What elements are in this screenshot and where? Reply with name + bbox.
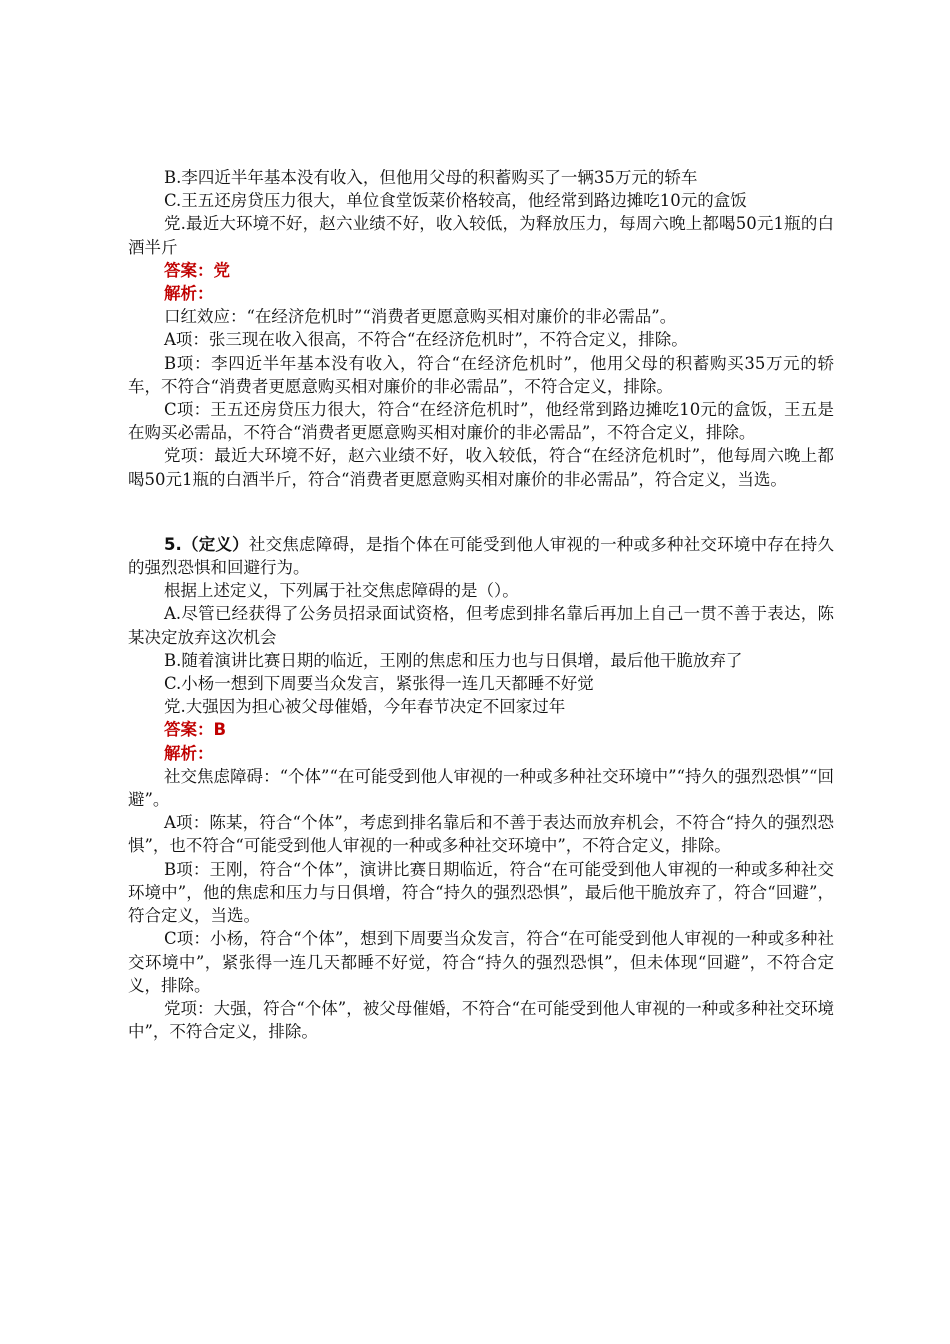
q5-number: 5.（定义） <box>164 534 249 554</box>
q4-analysis-a: A项：张三现在收入很高，不符合“在经济危机时”，不符合定义，排除。 <box>164 330 688 350</box>
q4-analysis-d: 党项：最近大环境不好，赵六业绩不好，收入较低，符合“在经济危机时”，他每周六晚上都喝50元1瓶的白酒半斤，符合“消费者更愿意购买相对廉价的非必需品”，符合定义，当选。 <box>128 446 834 489</box>
q5-analysis-d: 党项：大强，符合“个体”，被父母催婚，不符合“在可能受到他人审视的一种或多种社交环境中”，不符合定义，排除。 <box>128 998 834 1042</box>
q4-option-d: 党.最近大环境不好，赵六业绩不好，收入较低，为释放压力，每周六晚上都喝50元1瓶的白酒半斤 <box>128 214 834 257</box>
q4-analysis-c: C项：王五还房贷压力很大，符合“在经济危机时”，他经常到路边摊吃10元的盒饭，王五是在购买必需品，不符合“消费者更愿意购买相对廉价的非必需品”，不符合定义，排除。 <box>128 400 834 443</box>
q5-option-d: 党.大强因为担心被父母催婚，今年春节决定不回家过年 <box>164 697 566 717</box>
q4-option-c: C.王五还房贷压力很大，单位食堂饭菜价格较高，他经常到路边摊吃10元的盒饭 <box>164 191 747 211</box>
q4-option-b: B.李四近半年基本没有收入，但他用父母的积蓄购买了一辆35万元的轿车 <box>164 168 698 187</box>
q5-option-a: A.尽管已经获得了公务员招录面试资格，但考虑到排名靠后再加上自己一贯不善于表达，陈某决定放弃这次机会 <box>128 604 834 647</box>
q4-analysis-summary: 口红效应：“在经济危机时”“消费者更愿意购买相对廉价的非必需品”。 <box>164 307 677 327</box>
section-gap <box>128 491 834 533</box>
q5-analysis-summary: 社交焦虑障碍：“个体”“在可能受到他人审视的一种或多种社交环境中”“持久的强烈恐惧”“回避”。 <box>128 766 834 810</box>
q5-stem: 社交焦虑障碍，是指个体在可能受到他人审视的一种或多种社交环境中存在持久的强烈恐惧和回避行为。 <box>128 534 835 578</box>
q5-analysis-a: A项：陈某，符合“个体”，考虑到排名靠后和不善于表达而放弃机会，不符合“持久的强烈恐惧”，也不符合“可能受到他人审视的一种或多种社交环境中”，不符合定义，排除。 <box>128 813 834 856</box>
q4-analysis-label: 解析： <box>164 284 214 304</box>
q5-analysis-b: B项：王刚，符合“个体”，演讲比赛日期临近，符合“在可能受到他人审视的一种或多种社交环境中”，他的焦虑和压力与日俱增，符合“持久的强烈恐惧”，最后他干脆放弃了，符合“回避”，符合定义，当选。 <box>128 859 834 926</box>
q4-answer: 答案：党 <box>164 260 230 280</box>
q5-answer: 答案：B <box>164 720 227 740</box>
q4-analysis-b: B项：李四近半年基本没有收入，符合“在经济危机时”，他用父母的积蓄购买35万元的轿车，不符合“消费者更愿意购买相对廉价的非必需品”，不符合定义，排除。 <box>128 353 834 396</box>
q5-stem-paragraph <box>128 533 834 579</box>
q5-option-c: C.小杨一想到下周要当众发言，紧张得一连几天都睡不好觉 <box>164 674 594 694</box>
q5-analysis-label: 解析： <box>164 743 214 763</box>
document-page <box>128 166 834 1043</box>
q5-question: 根据上述定义，下列属于社交焦虑障碍的是（）。 <box>164 581 519 601</box>
q5-option-b: B.随着演讲比赛日期的临近，王刚的焦虑和压力也与日俱增，最后他干脆放弃了 <box>164 650 743 670</box>
q5-analysis-c: C项：小杨，符合“个体”，想到下周要当众发言，符合“在可能受到他人审视的一种或多种社交环境中”，紧张得一连几天都睡不好觉，符合“持久的强烈恐惧”，但未体现“回避”，不符合定义，排除。 <box>128 929 834 995</box>
